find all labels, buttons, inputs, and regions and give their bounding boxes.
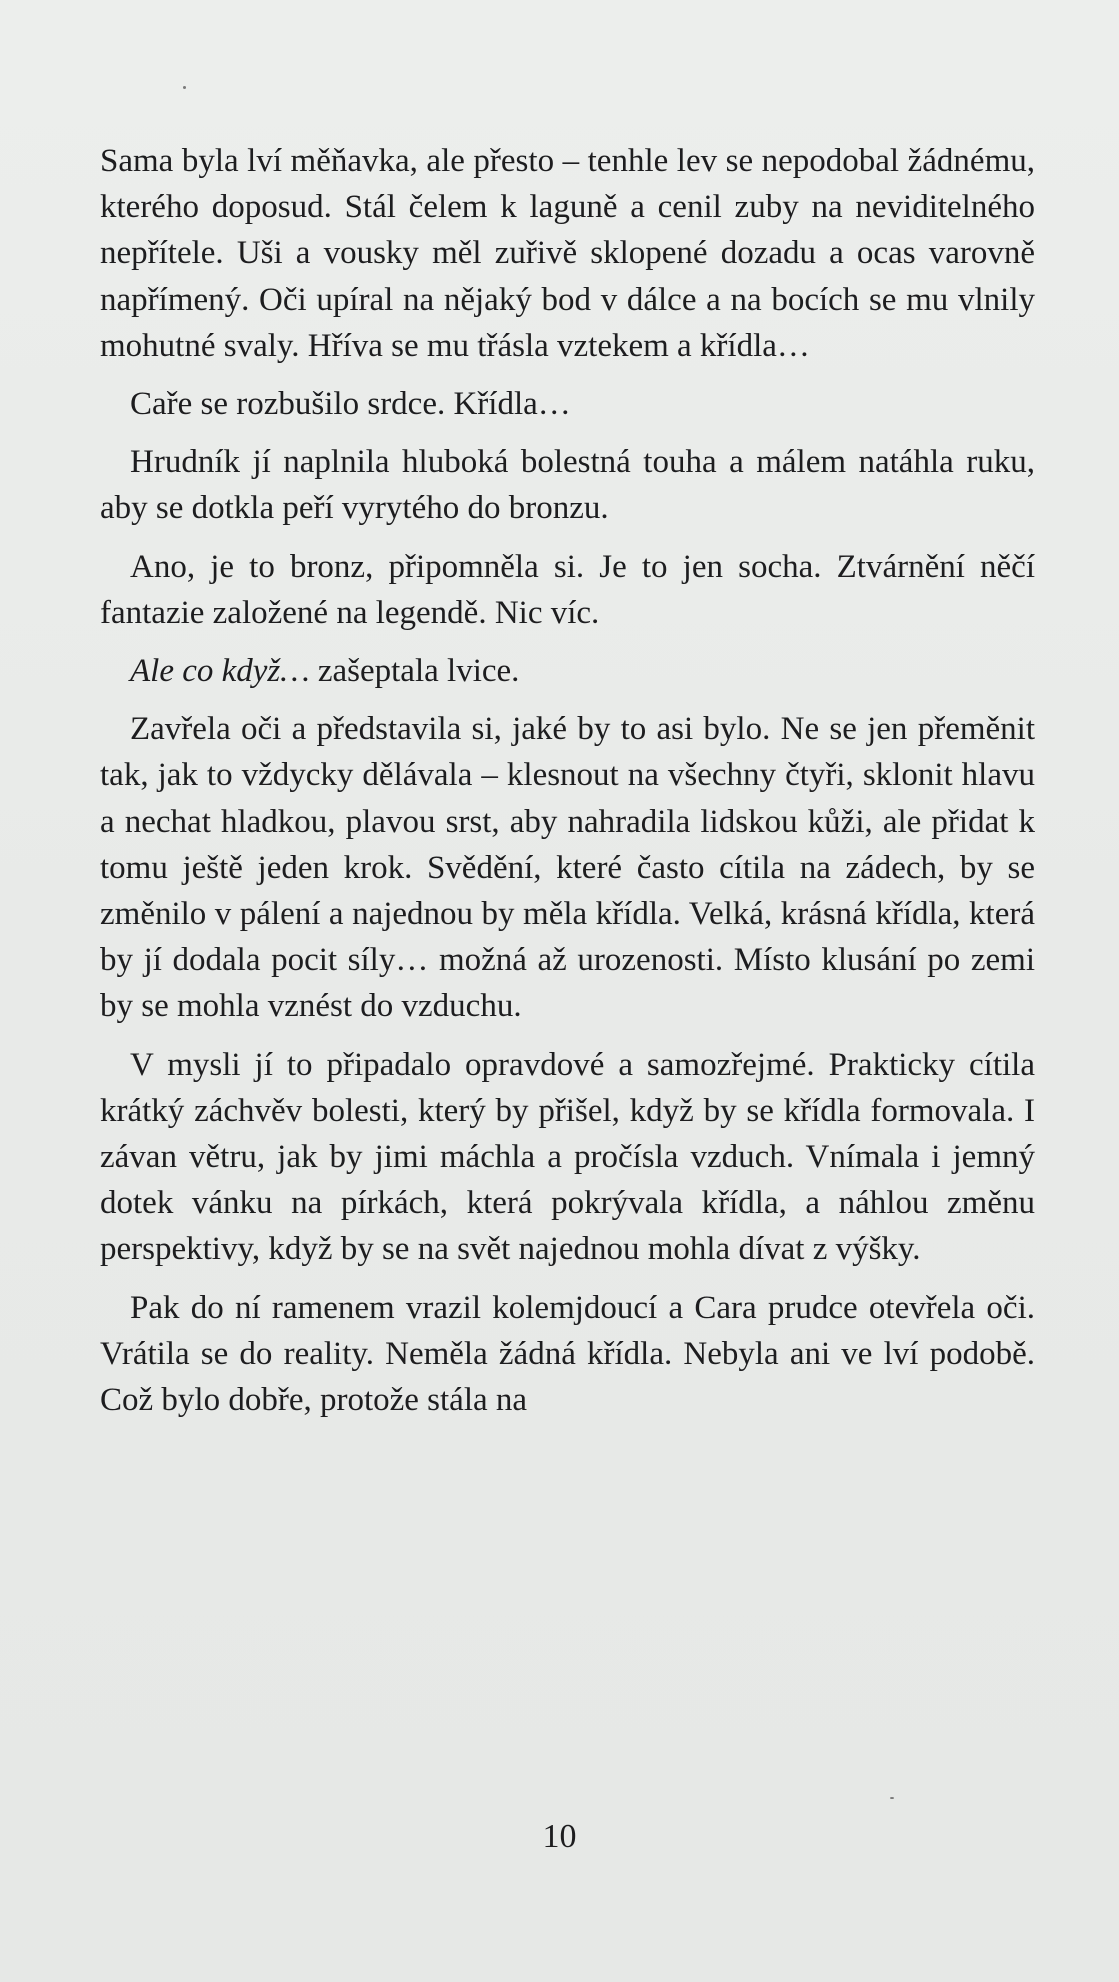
paragraph bbox=[100, 706, 1035, 1029]
paragraph bbox=[100, 1285, 1035, 1424]
paragraph bbox=[100, 138, 1035, 369]
text-segment: Sama byla lví měňavka, ale přesto – tenhle lev se nepodobal žádnému, kterého doposud. Stál čelem k laguně a cenil zuby na neviditelného nepřítele. Uši a vousky měl zuřivě sklopené dozadu a ocas varovně napřímený. Oči upíral na nějaký bod v dálce a na bocích se mu vlnily mohutné svaly. Hříva se mu třásla vztekem a křídla… bbox=[100, 143, 1035, 364]
text-segment: Hrudník jí naplnila hluboká bolestná touha a málem natáhla ruku, aby se dotkla peří vyrytého do bronzu. bbox=[100, 444, 1035, 527]
paper-speck bbox=[890, 1797, 894, 1799]
italic-text: Ale co když… bbox=[130, 653, 310, 690]
paper-speck bbox=[183, 86, 186, 89]
body-text bbox=[100, 138, 1035, 1435]
text-segment: Caře se rozbušilo srdce. Křídla… bbox=[130, 386, 571, 423]
text-segment: Pak do ní ramenem vrazil kolemjdoucí a Cara prudce otevřela oči. Vrátila se do reality. Neměla žádná křídla. Nebyla ani ve lví podobě. Což bylo dobře, protože stála na bbox=[100, 1289, 1035, 1419]
paragraph bbox=[100, 381, 1035, 427]
text-segment: V mysli jí to připadalo opravdové a samozřejmé. Prakticky cítila krátký záchvěv bolesti, který by přišel, když by se křídla formovala. I závan větru, jak by jimi máchla a pročísla vzduch. Vnímala i jemný dotek vánku na pírkách, která pokrývala křídla, a náhlou změnu perspektivy, když by se na svět najednou mohla dívat z výšky. bbox=[100, 1046, 1035, 1268]
text-segment: Zavřela oči a představila si, jaké by to asi bylo. Ne se jen přeměnit tak, jak to vždycky dělávala – klesnout na všechny čtyři, sklonit hlavu a nechat hladkou, plavou srst, aby nahradila lidskou kůži, ale přidat k tomu ještě jeden krok. Svědění, které často cítila na zádech, by se změnilo v pálení a najednou by měla křídla. Velká, krásná křídla, která by jí dodala pocit síly… možná až urozenosti. Místo klusání po zemi by se mohla vznést do vzduchu. bbox=[100, 711, 1035, 1025]
page-number: 10 bbox=[542, 1818, 577, 1855]
paragraph bbox=[100, 1042, 1035, 1273]
text-segment: zašeptala lvice. bbox=[309, 653, 520, 690]
paragraph bbox=[100, 544, 1035, 636]
text-segment: Ano, je to bronz, připomněla si. Je to jen socha. Ztvárnění něčí fantazie založené na legendě. Nic víc. bbox=[100, 548, 1035, 631]
paragraph bbox=[100, 648, 1035, 694]
paragraph bbox=[100, 439, 1035, 531]
